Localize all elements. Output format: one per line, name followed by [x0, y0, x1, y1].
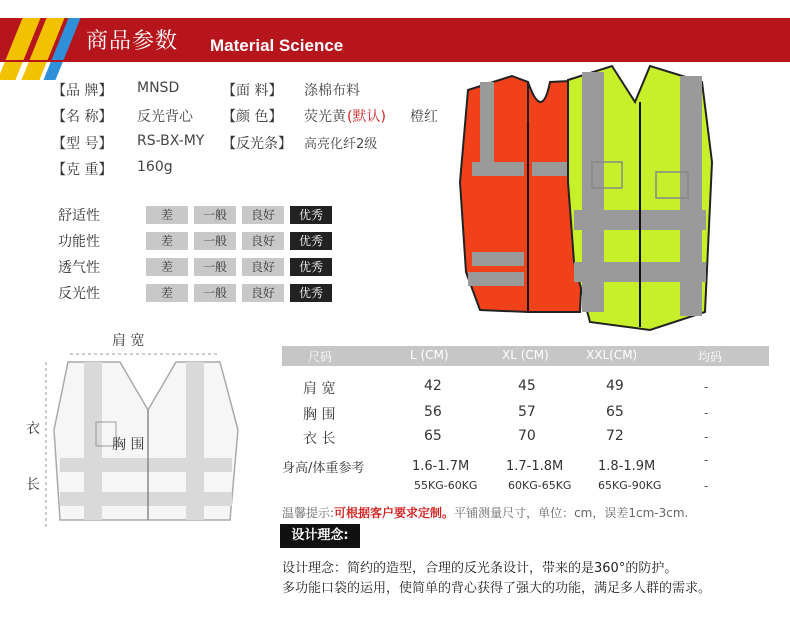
page-subtitle: Material Science — [210, 36, 344, 55]
height-xxl: 1.8-1.9M — [598, 459, 656, 474]
name-label: 【名 称】 — [52, 109, 113, 125]
weight-label: 【克 重】 — [52, 162, 113, 178]
table-cell-avg: - — [704, 380, 709, 394]
brand-value: MNSD — [137, 80, 180, 96]
weight-l: 55KG-60KG — [414, 479, 478, 492]
table-cell-avg: - — [704, 430, 709, 444]
table-cell: 45 — [518, 378, 536, 394]
rating-label: 功能性 — [58, 234, 100, 250]
rating-level-box: 差 — [146, 258, 188, 276]
name-value: 反光背心 — [137, 109, 193, 125]
height-xl: 1.7-1.8M — [506, 459, 564, 474]
table-cell: 57 — [518, 404, 536, 420]
model-value: RS-BX-MY — [137, 133, 205, 149]
ref-avg-2: - — [704, 479, 709, 493]
rating-level-box: 良好 — [242, 206, 284, 224]
tip-line — [282, 504, 688, 521]
table-row-label: 肩 宽 — [303, 381, 336, 397]
design-concept-badge: 设计理念: — [280, 524, 360, 548]
table-cell: 70 — [518, 428, 536, 444]
table-row-label: 衣 长 — [303, 431, 336, 447]
rating-level-box: 一般 — [194, 232, 236, 250]
rating-level-box: 优秀 — [290, 284, 332, 302]
diagram-chest-label: 胸 围 — [112, 437, 145, 453]
rating-level-box: 一般 — [194, 206, 236, 224]
size-header-l: L (CM) — [410, 348, 449, 362]
table-cell: 65 — [424, 428, 442, 444]
rating-level-box: 一般 — [194, 258, 236, 276]
size-header-avg: 均码 — [698, 350, 723, 364]
rating-level-box: 差 — [146, 284, 188, 302]
yellow-vest-image — [568, 66, 712, 330]
rating-label: 反光性 — [58, 286, 100, 302]
page-title: 商品参数 — [86, 29, 179, 54]
fabric-label: 【面 料】 — [222, 83, 283, 99]
concept-line-1: 设计理念：简约的造型，合理的反光条设计，带来的是360°的防护。 — [282, 561, 678, 576]
table-cell: 49 — [606, 378, 624, 394]
rating-level-box: 优秀 — [290, 206, 332, 224]
table-cell: 56 — [424, 404, 442, 420]
rating-level-box: 良好 — [242, 284, 284, 302]
rating-level-box: 差 — [146, 206, 188, 224]
size-header-xxl: XXL(CM) — [586, 348, 638, 362]
reflect-label: 【反光条】 — [222, 136, 292, 152]
vest-product-image — [450, 62, 775, 337]
table-row-label: 胸 围 — [303, 407, 336, 423]
rating-level-box: 差 — [146, 232, 188, 250]
color-value: 荧光黄 — [304, 109, 346, 125]
table-cell: 65 — [606, 404, 624, 420]
tip-custom-note: 可根据客户要求定制。 — [334, 506, 455, 520]
color-label: 【颜 色】 — [222, 109, 283, 125]
rating-level-box: 优秀 — [290, 232, 332, 250]
color-default-badge: (默认) — [347, 109, 386, 125]
diagram-length-label-top: 衣 — [26, 421, 40, 437]
rating-label: 透气性 — [58, 260, 100, 276]
diagram-length-label-bottom: 长 — [26, 477, 40, 493]
reflective-band-lower — [60, 492, 232, 506]
rating-level-box: 良好 — [242, 258, 284, 276]
reflect-value: 高亮化纤2级 — [304, 137, 378, 152]
brand-label: 【品 牌】 — [52, 83, 113, 99]
rating-level-box: 良好 — [242, 232, 284, 250]
tip-prefix: 温馨提示: — [282, 506, 335, 520]
rating-level-box: 一般 — [194, 284, 236, 302]
concept-line-2: 多功能口袋的运用，使简单的背心获得了强大的功能，满足多人群的需求。 — [282, 581, 712, 596]
model-label: 【型 号】 — [52, 136, 113, 152]
rating-label: 舒适性 — [58, 208, 100, 224]
size-header-xl: XL (CM) — [502, 348, 549, 362]
vest-size-diagram — [40, 340, 256, 540]
size-header-size: 尺码 — [308, 350, 333, 364]
weight-xxl: 65KG-90KG — [598, 479, 662, 492]
fabric-value: 涤棉布料 — [304, 83, 360, 99]
diagram-shoulder-label: 肩 宽 — [112, 333, 145, 349]
weight-xl: 60KG-65KG — [508, 479, 572, 492]
weight-value: 160g — [137, 159, 173, 175]
height-l: 1.6-1.7M — [412, 459, 470, 474]
tip-measure-note: 平铺测量尺寸，单位：cm，误差1cm-3cm. — [454, 506, 689, 520]
ref-avg-1: - — [704, 453, 709, 467]
reflective-band-upper — [60, 458, 232, 472]
height-weight-ref-label: 身高/体重参考 — [282, 461, 365, 476]
table-cell: 42 — [424, 378, 442, 394]
color-alt-value: 橙红 — [410, 109, 438, 125]
table-cell-avg: - — [704, 406, 709, 420]
table-cell: 72 — [606, 428, 624, 444]
rating-level-box: 优秀 — [290, 258, 332, 276]
